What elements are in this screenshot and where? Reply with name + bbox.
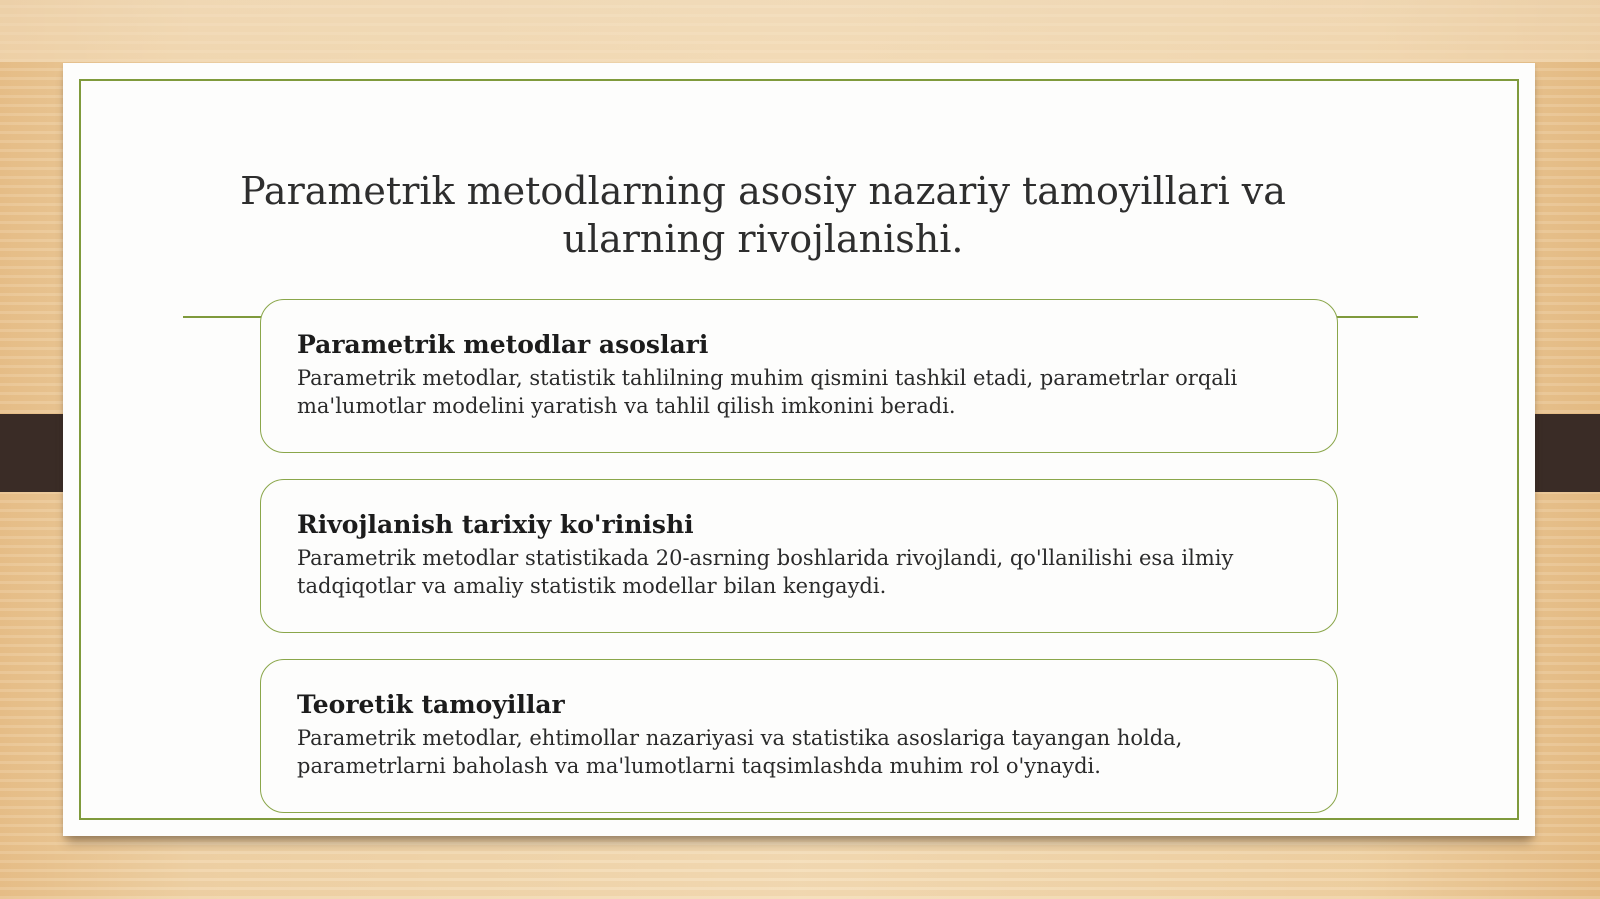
wood-background <box>0 0 1600 62</box>
card-heading: Parametrik metodlar asoslari <box>297 330 709 359</box>
card-parametric-basics <box>260 299 1338 453</box>
card-text: Parametrik metodlar statistikada 20-asrning boshlarida rivojlandi, qo'llanilishi esa ilmiy tadqiqotlar va amaliy statistik modellar bilan kengaydi. <box>297 546 1234 598</box>
card-heading: Teoretik tamoyillar <box>297 690 565 719</box>
slide-canvas <box>63 63 1535 836</box>
card-text: Parametrik metodlar, ehtimollar nazariyasi va statistika asoslariga tayangan holda, parametrlarni baholash va ma'lumotlarni taqsimlashda muhim rol o'ynaydi. <box>297 726 1183 778</box>
card-text: Parametrik metodlar, statistik tahlilning muhim qismini tashkil etadi, parametrlar orqali ma'lumotlar modelini yaratish va tahlil qilish imkonini beradi. <box>297 366 1238 418</box>
card-heading: Rivojlanish tarixiy ko'rinishi <box>297 510 694 539</box>
card-theoretical-principles <box>260 659 1338 813</box>
card-historical-development <box>260 479 1338 633</box>
slide-title: Parametrik metodlarning asosiy nazariy tamoyillari va ularning rivojlanishi. <box>240 169 1286 261</box>
